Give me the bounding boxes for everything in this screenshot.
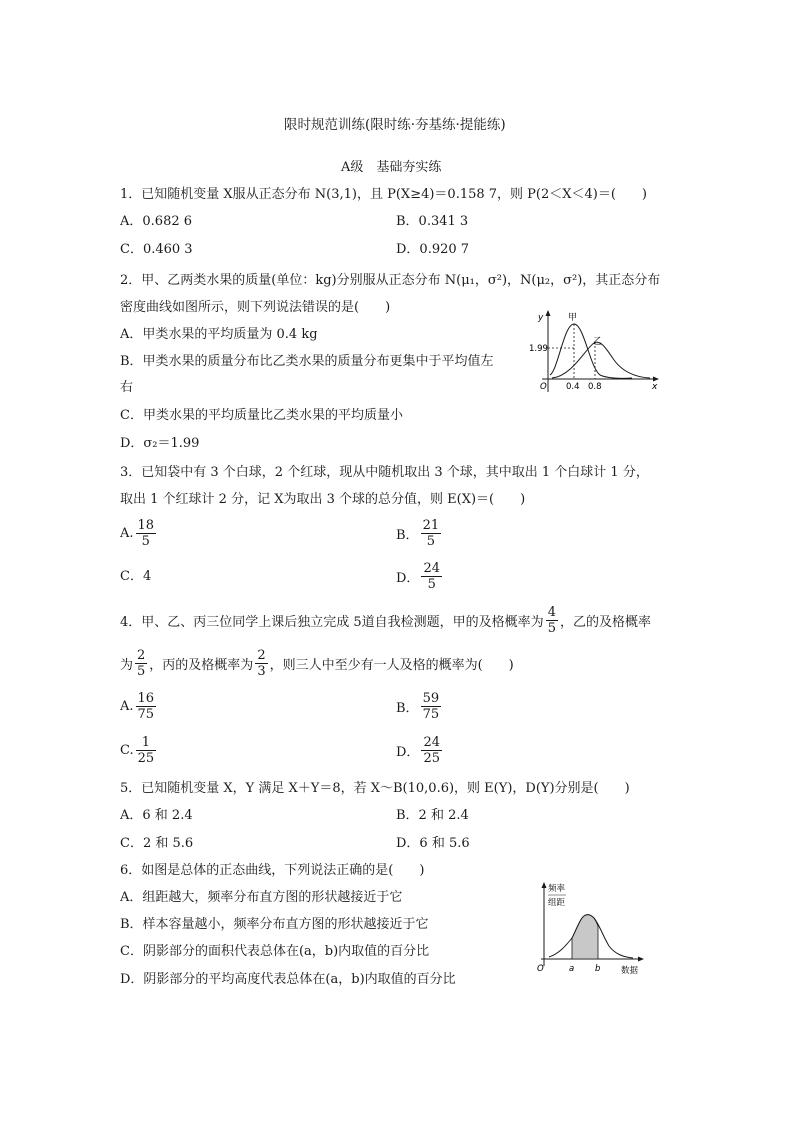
fraction: $\frac{2}{3}$	[257, 648, 266, 679]
q3-stem-line2: 取出 1 个红球计 2 分，记 X为取出 3 个球的总分值，则 E(X)＝( )	[120, 492, 526, 507]
fraction: $\frac{4}{5}$	[547, 605, 556, 636]
q1-option-a: A．0.682 6	[120, 214, 193, 229]
q5-option-a: A．6 和 2.4	[120, 808, 193, 823]
q4-option-d: D． $\frac{24}{25}$	[396, 735, 440, 766]
fraction: $\frac{24}{5}$	[423, 561, 440, 592]
q3-option-c: C．4	[120, 569, 152, 584]
q3-option-d: D． $\frac{24}{5}$	[396, 561, 440, 592]
q6-fig-x-label: 数据	[621, 966, 639, 976]
q2-option-c: C．甲类水果的平均质量比乙类水果的平均质量小	[120, 408, 403, 423]
q2-stem-line2: 密度曲线如图所示，则下列说法错误的是( )	[120, 300, 391, 315]
q3-option-b: B． $\frac{21}{5}$	[396, 518, 440, 549]
q2-fig-curve-label-yi: 乙	[593, 337, 603, 347]
q6-fig-origin: O	[537, 964, 544, 974]
q4-stem-line2: 为 $\frac{2}{5}$ ，丙的及格概率为 $\frac{2}{3}$ ，则三人中至少有一人及格的概率为( )	[120, 648, 514, 679]
q6-fig-tick-b: b	[595, 964, 601, 974]
q5-stem: 5．已知随机变量 X，Y 满足 X＋Y＝8，若 X～B(10,0.6)，则 E(Y)，D(Y)分别是( )	[120, 781, 630, 796]
q1-option-b: B．0.341 3	[396, 214, 469, 229]
section-heading: A级 基础夯实练	[341, 160, 442, 175]
q3-option-a: A. $\frac{18}{5}$	[120, 518, 155, 549]
q2-density-figure	[528, 308, 663, 396]
q2-fig-tick-08: 0.8	[588, 382, 602, 392]
q6-normal-curve-figure	[533, 880, 648, 980]
q5-option-d: D．6 和 5.6	[396, 836, 470, 851]
q4-stem-line1: 4．甲、乙、丙三位同学上课后独立完成 5道自我检测题，甲的及格概率为 $\frac{4}{5}$ ，乙的及格概率	[120, 605, 651, 636]
q5-option-c: C．2 和 5.6	[120, 836, 194, 851]
page-title: 限时规范训练(限时练·夯基练·提能练)	[284, 117, 506, 133]
fraction: $\frac{21}{5}$	[422, 518, 440, 549]
q2-fig-tick-04: 0.4	[566, 382, 580, 392]
q6-stem: 6．如图是总体的正态曲线，下列说法正确的是( )	[120, 863, 425, 878]
q2-fig-curve-label-jia: 甲	[568, 313, 578, 323]
q6-fig-y-label-top: 频率	[548, 884, 566, 894]
fraction: $\frac{1}{25}$	[137, 735, 155, 766]
q2-stem-line1: 2．甲、乙两类水果的质量(单位：kg)分别服从正态分布 N(μ₁，σ²)，N(μ₂，σ²)，其正态分布	[120, 273, 661, 288]
q4-option-b: B． $\frac{59}{75}$	[396, 691, 440, 722]
fraction: $\frac{2}{5}$	[137, 648, 146, 679]
q2-option-a: A．甲类水果的平均质量为 0.4 kg	[120, 327, 318, 342]
q6-option-a: A．组距越大，频率分布直方图的形状越接近于它	[120, 890, 403, 905]
fraction: $\frac{59}{75}$	[422, 691, 440, 722]
q6-option-b: B．样本容量越小，频率分布直方图的形状越接近于它	[120, 917, 429, 932]
q4-option-c: C. $\frac{1}{25}$	[120, 735, 155, 766]
q6-fig-y-label-bottom: 组距	[548, 898, 566, 908]
q2-option-b-cont: 右	[120, 380, 134, 395]
q1-option-d: D．0.920 7	[396, 242, 470, 257]
q3-stem-line1: 3．已知袋中有 3 个白球，2 个红球，现从中随机取出 3 个球，其中取出 1 个白球计 1 分，	[120, 465, 649, 480]
fraction: $\frac{16}{75}$	[137, 691, 155, 722]
q2-fig-y-axis-label: y	[538, 313, 544, 323]
q1-stem: 1．已知随机变量 X服从正态分布 N(3,1)，且 P(X≥4)＝0.158 7，则 P(2＜X＜4)＝( )	[120, 187, 648, 202]
fraction: $\frac{18}{5}$	[137, 518, 155, 549]
q1-option-c: C．0.460 3	[120, 242, 193, 257]
q2-fig-origin: O	[540, 382, 547, 392]
q5-option-b: B．2 和 2.4	[396, 808, 469, 823]
q2-option-b: B．甲类水果的质量分布比乙类水果的质量分布更集中于平均值左	[120, 354, 494, 369]
q6-option-d: D．阴影部分的平均高度代表总体在(a，b)内取值的百分比	[120, 972, 456, 987]
q6-option-c: C．阴影部分的面积代表总体在(a，b)内取值的百分比	[120, 944, 430, 959]
q4-option-a: A. $\frac{16}{75}$	[120, 691, 155, 722]
q6-fig-tick-a: a	[569, 964, 575, 974]
q2-fig-x-axis-label: x	[652, 382, 658, 392]
q2-option-d: D．σ₂＝1.99	[120, 436, 200, 451]
q2-fig-peak-value: 1.99	[529, 344, 548, 354]
fraction: $\frac{24}{25}$	[423, 735, 440, 766]
